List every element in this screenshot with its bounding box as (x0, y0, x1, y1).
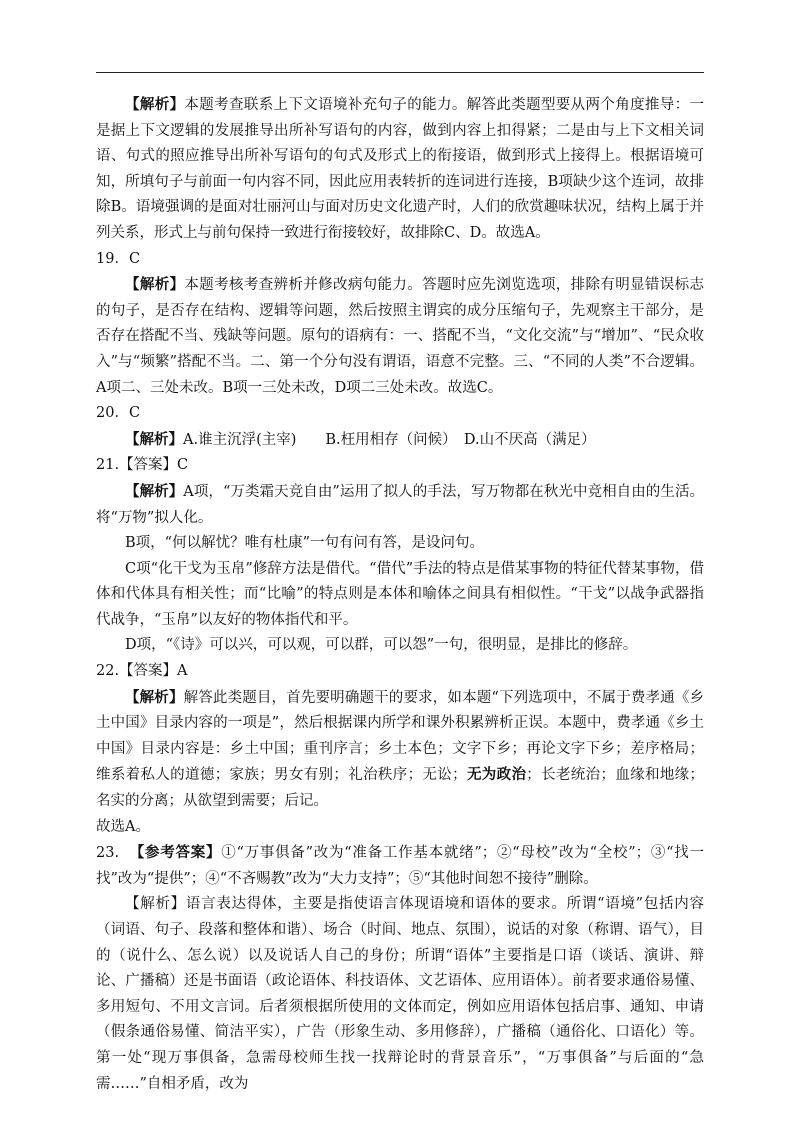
explanation-tag: 【解析】 (125, 96, 185, 113)
answer-23-heading: 23. 【参考答案】①“万事俱备”改为“准备工作基本就绪”；②“母校”改为“全校”；③“找一找”改为“提供”；④“不吝赐教”改为“大力支持”；⑤“其他时间恕不接待”删除。 (96, 844, 705, 887)
answer-19-explanation: 【解析】本题考核考查辨析并修改病句能力。答题时应先浏览选项，排除有明显错误标志的句子，是否存在结构、逻辑等问题，然后按照主谓宾的成分压缩句子，先观察主干部分，是否存在搭配不当、残缺等问题。原句的语病有：一、搭配不当，“文化交流”与“增加”、“民众收入”与“频繁”搭配不当。二、第一个分句没有谓语，语意不完整。三、“不同的人类”不合逻辑。A项二、三处未改。B项一三处未改，D项二三处未改。故选C。 (96, 276, 704, 396)
explanation-tag: 【解析】 (125, 896, 186, 913)
answer-22-heading: 22.【答案】A (96, 663, 188, 680)
explanation-tag: 【解析】 (125, 276, 185, 294)
answer-19-heading: 19．C (96, 250, 141, 267)
document-body (96, 92, 704, 1097)
answer-20-heading: 20．C (96, 405, 141, 422)
answer-21-explanation-d: D项，“《诗》可以兴，可以观，可以群，可以怨”一句，很明显，是排比的修辞。 (125, 637, 638, 654)
answer-22-explanation: 【解析】解答此类题目，首先要明确题干的要求，如本题“下列选项中，不属于费孝通《乡土中国》目录内容的一项是”，然后根据课内所学和课外积累辨析正误。本题中，费孝通《乡土中国》目录内容是：乡土中国；重刊序言；乡土本色；文字下乡；再论文字下乡；差序格局；维系着私人的道德；家族；男女有别；礼治秩序；无讼；无为政治；长老统治；血缘和地缘；名实的分离；从欲望到需要；后记。 (96, 688, 705, 810)
answer-21-explanation-a: 【解析】A项，“万类霜天竞自由”运用了拟人的手法，写万物都在秋光中竞相自由的生活。将“万物”拟人化。 (96, 482, 705, 526)
answer-18-explanation: 【解析】本题考查联系上下文语境补充句子的能力。解答此类题型要从两个角度推导：一是据上下文逻辑的发展推导出所补写语句的内容，做到内容上扣得紧；二是由与上下文相关词语、句式的照应推导出所补写语句的句式及形式上的衔接语，做到形式上接得上。根据语境可知，所填句子与前面一句内容不同，因此应用表转折的连词进行连接，B项缺少这个连词，故排除B。语境强调的是面对壮丽河山与面对历史文化遗产时，人们的欣赏趣味状况，结构上属于并列关系，形式上与前句保持一致进行衔接较好，故排除C、D。故选A。 (96, 96, 704, 241)
explanation-tag: 【解析】 (125, 430, 183, 448)
bold-term: 无为政治 (466, 766, 527, 784)
answer-22-conclusion: 故选A。 (96, 818, 150, 835)
reference-answer-tag: 【参考答案】 (129, 844, 222, 862)
header-rule (96, 72, 704, 73)
answer-20-explanation: 【解析】A.谁主沉浮(主宰) B.枉用相存（问候） D.山不厌高（满足） (125, 430, 596, 448)
explanation-tag: 【解析】 (125, 688, 184, 706)
explanation-tag: 【解析】 (125, 482, 184, 500)
answer-21-explanation-c: C项“化干戈为玉帛”修辞方法是借代。“借代”手法的特点是借某事物的特征代替某事物，借体和代体具有相关性；而“比喻”的特点则是本体和喻体之间具有相似性。“干戈”以战争武器指代战争，“玉帛”以友好的物体指代和平。 (96, 560, 704, 628)
answer-21-heading: 21.【答案】C (96, 457, 189, 474)
answer-23-explanation: 【解析】语言表达得体，主要是指使语言体现语境和语体的要求。所谓“语境”包括内容（词语、句子、段落和整体和谐）、场合（时间、地点、氛围），说话的对象（称谓、语气），目的（说什么、怎么说）以及说话人自己的身份；所谓“语体”主要指是口语（谈话、演讲、辩论、广播稿）还是书面语（政论语体、科技语体、文艺语体、应用语体）。前者要求通俗易懂、多用短句、不用文言词。后者须根据所使用的文体而定，例如应用语体包括启事、通知、申请（假条通俗易懂、简洁平实），广告（形象生动、多用修辞），广播稿（通俗化、口语化）等。第一处“现万事俱备，急需母校师生找一找辩论时的背景音乐”，“万事俱备”与后面的“急需……”自相矛盾，改为 (96, 896, 705, 1092)
answer-21-explanation-b: B项，“何以解忧？唯有杜康”一句有问有答，是设问句。 (125, 535, 484, 552)
